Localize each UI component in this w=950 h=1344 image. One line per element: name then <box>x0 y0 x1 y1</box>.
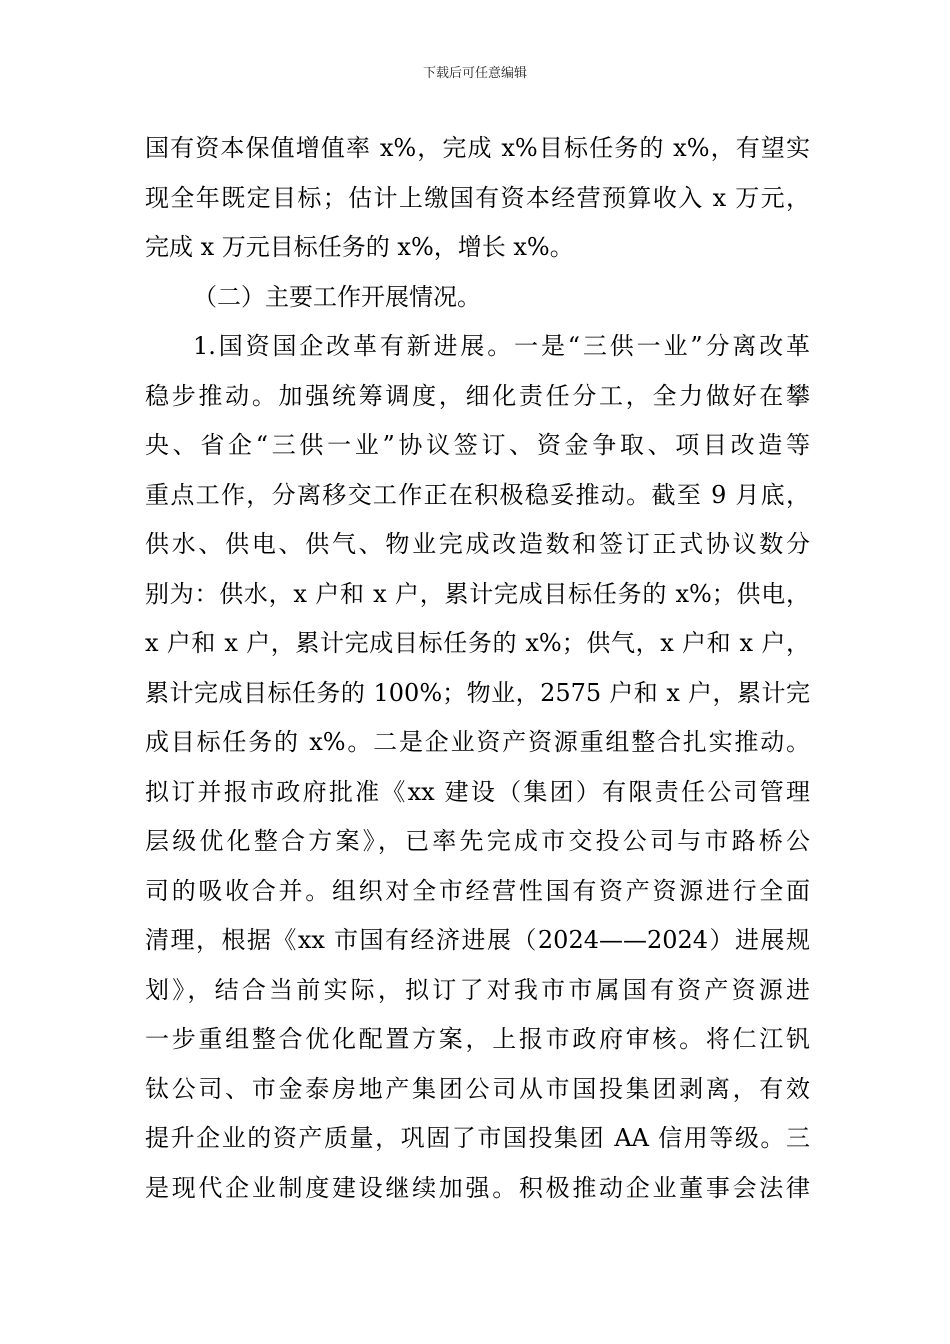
text-line: 一步重组整合优化配置方案，上报市政府审核。将仁江钒 <box>145 1025 810 1053</box>
page-header: 下载后可任意编辑 <box>422 66 527 81</box>
text-line: 层级优化整合方案》，已率先完成市交投公司与市路桥公 <box>145 827 810 855</box>
text-line: 重点工作，分离移交工作正在积极稳妥推动。截至 9 月底， <box>145 480 810 509</box>
text-line: 完成 x 万元目标任务的 x%，增长 x%。 <box>145 233 574 261</box>
text-line: 成目标任务的 x%。二是企业资产资源重组整合扎实推动。 <box>145 728 810 756</box>
text-line: 别为：供水，x 户和 x 户，累计完成目标任务的 x%；供电， <box>145 579 810 608</box>
text-line: 提升企业的资产质量，巩固了市国投集团 AA 信用等级。三 <box>145 1124 810 1152</box>
text-line: 现全年既定目标；估计上缴国有资本经营预算收入 x 万元， <box>145 183 810 212</box>
text-line: 拟订并报市政府批准《xx 建设（集团）有限责任公司管理 <box>145 777 810 806</box>
text-line: 稳步推动。加强统筹调度，细化责任分工，全力做好在攀 <box>145 381 810 410</box>
text-line: 钛公司、市金泰房地产集团公司从市国投集团剥离，有效 <box>145 1074 810 1103</box>
text-line: 供水、供电、供气、物业完成改造数和签订正式协议数分 <box>145 530 810 558</box>
text-line: 是现代企业制度建设继续加强。积极推动企业董事会法律 <box>145 1173 810 1202</box>
text-line: 1.国资国企改革有新进展。一是“三供一业”分离改革 <box>193 332 810 360</box>
text-line: 央、省企“三供一业”协议签订、资金争取、项目改造等 <box>145 431 810 459</box>
document-body <box>145 124 810 1213</box>
text-line: 国有资本保值增值率 x%，完成 x%目标任务的 x%，有望实 <box>145 134 810 162</box>
text-line: 划》，结合当前实际，拟订了对我市市属国有资产资源进 <box>145 975 810 1004</box>
text-line: （二）主要工作开展情况。 <box>193 282 481 311</box>
text-line: x 户和 x 户，累计完成目标任务的 x%；供气，x 户和 x 户， <box>145 629 810 657</box>
text-line: 清理，根据《xx 市国有经济进展（2024——2024）进展规 <box>145 926 810 954</box>
text-line: 司的吸收合并。组织对全市经营性国有资产资源进行全面 <box>145 876 810 905</box>
text-line: 累计完成目标任务的 100%；物业，2575 户和 x 户，累计完 <box>145 678 810 707</box>
